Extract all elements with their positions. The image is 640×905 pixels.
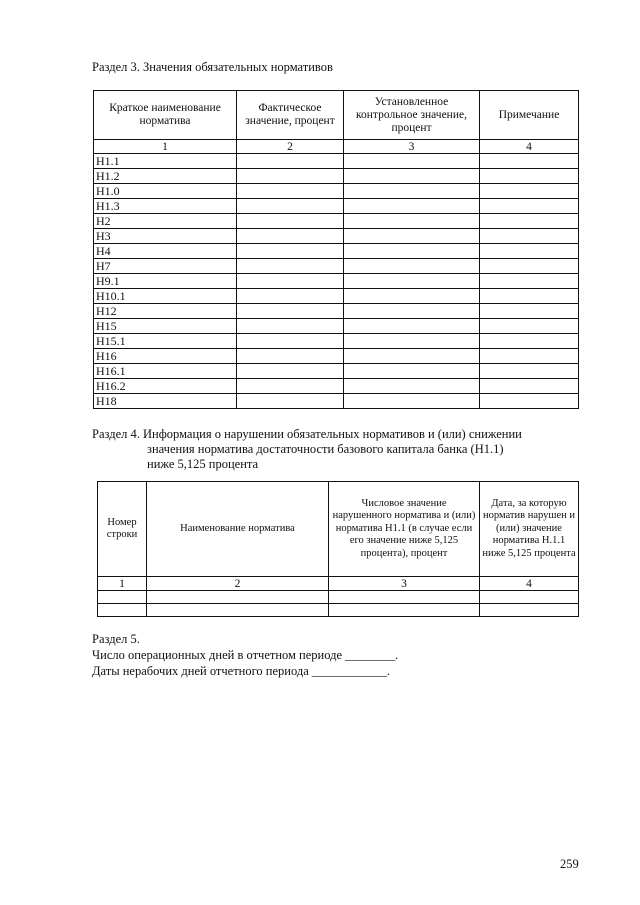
norm-value-cell — [237, 229, 344, 244]
norm-code: Н1.1 — [94, 154, 237, 169]
section5-operational-days: Число операционных дней в отчетном периоде ________. — [92, 648, 399, 662]
norm-row — [94, 229, 579, 244]
section4-table — [97, 481, 579, 617]
s3-colnum-1: 1 — [94, 140, 237, 154]
norm-row — [94, 199, 579, 214]
norm-code: Н1.0 — [94, 184, 237, 199]
s4-empty-cell — [98, 604, 147, 617]
norm-row — [94, 244, 579, 259]
norm-value-cell — [480, 244, 579, 259]
norm-value-cell — [344, 379, 480, 394]
norm-code: Н2 — [94, 214, 237, 229]
norm-value-cell — [237, 319, 344, 334]
norm-row — [94, 259, 579, 274]
s4-empty-cell — [98, 591, 147, 604]
norm-value-cell — [480, 364, 579, 379]
norm-row — [94, 214, 579, 229]
norm-row — [94, 274, 579, 289]
norm-value-cell — [237, 289, 344, 304]
norm-value-cell — [237, 394, 344, 409]
norm-value-cell — [344, 154, 480, 169]
page-number: 259 — [560, 857, 579, 871]
section4-title-line1: Раздел 4. Информация о нарушении обязательных нормативов и (или) снижении — [92, 427, 522, 441]
s3-header-control: Установленное контрольное значение, процент — [344, 91, 480, 140]
s4-header-row-number: Номер строки — [98, 482, 147, 577]
norm-value-cell — [237, 184, 344, 199]
norm-value-cell — [480, 319, 579, 334]
norm-value-cell — [480, 199, 579, 214]
s4-empty-cell — [329, 591, 480, 604]
norm-value-cell — [344, 334, 480, 349]
norm-value-cell — [480, 154, 579, 169]
norm-value-cell — [480, 379, 579, 394]
norm-code: Н1.2 — [94, 169, 237, 184]
norm-value-cell — [237, 244, 344, 259]
s4-header-value: Числовое значение нарушенного норматива и (или) норматива Н1.1 (в случае если его значение ниже 5,125 процента), процент — [329, 482, 480, 577]
norm-value-cell — [480, 214, 579, 229]
section4-title-line3: ниже 5,125 процента — [147, 457, 259, 471]
s4-header-norm-name: Наименование норматива — [147, 482, 329, 577]
norm-code: Н16.1 — [94, 364, 237, 379]
norm-value-cell — [237, 199, 344, 214]
section3-table — [93, 90, 579, 409]
norm-value-cell — [237, 364, 344, 379]
norm-value-cell — [344, 244, 480, 259]
norm-code: Н15 — [94, 319, 237, 334]
norm-row — [94, 169, 579, 184]
s4-empty-cell — [147, 591, 329, 604]
s4-empty-cell — [147, 604, 329, 617]
norm-value-cell — [237, 334, 344, 349]
s4-colnum-3: 3 — [329, 577, 480, 591]
norm-value-cell — [344, 259, 480, 274]
norm-code: Н15.1 — [94, 334, 237, 349]
norm-row — [94, 379, 579, 394]
s4-colnum-1: 1 — [98, 577, 147, 591]
norm-value-cell — [480, 259, 579, 274]
s3-rows — [94, 154, 579, 409]
norm-code: Н16.2 — [94, 379, 237, 394]
norm-value-cell — [480, 274, 579, 289]
norm-value-cell — [344, 304, 480, 319]
norm-row — [94, 319, 579, 334]
norm-value-cell — [480, 334, 579, 349]
norm-row — [94, 184, 579, 199]
norm-value-cell — [344, 364, 480, 379]
norm-code: Н3 — [94, 229, 237, 244]
norm-value-cell — [237, 304, 344, 319]
norm-value-cell — [480, 169, 579, 184]
norm-value-cell — [480, 229, 579, 244]
norm-row — [94, 154, 579, 169]
norm-value-cell — [344, 169, 480, 184]
norm-value-cell — [480, 304, 579, 319]
section5-non-working-days: Даты нерабочих дней отчетного периода ____________. — [92, 664, 391, 678]
s3-colnum-3: 3 — [344, 140, 480, 154]
section3-title: Раздел 3. Значения обязательных нормативов — [92, 60, 333, 74]
norm-value-cell — [480, 349, 579, 364]
norm-value-cell — [237, 274, 344, 289]
norm-value-cell — [344, 214, 480, 229]
norm-value-cell — [344, 184, 480, 199]
norm-code: Н12 — [94, 304, 237, 319]
section5-title: Раздел 5. — [92, 632, 140, 646]
norm-value-cell — [480, 289, 579, 304]
s3-colnum-4: 4 — [480, 140, 579, 154]
norm-code: Н9.1 — [94, 274, 237, 289]
norm-value-cell — [237, 259, 344, 274]
norm-code: Н1.3 — [94, 199, 237, 214]
norm-code: Н18 — [94, 394, 237, 409]
norm-row — [94, 289, 579, 304]
norm-value-cell — [480, 394, 579, 409]
norm-row — [94, 349, 579, 364]
s4-empty-row — [98, 604, 579, 617]
norm-value-cell — [237, 214, 344, 229]
s3-header-name: Краткое наименование норматива — [94, 91, 237, 140]
s3-header-note: Примечание — [480, 91, 579, 140]
norm-row — [94, 304, 579, 319]
norm-value-cell — [344, 349, 480, 364]
norm-row — [94, 334, 579, 349]
norm-value-cell — [237, 379, 344, 394]
section4-title-line2: значения норматива достаточности базового капитала банка (Н1.1) — [147, 442, 504, 456]
norm-row — [94, 394, 579, 409]
norm-value-cell — [237, 169, 344, 184]
s4-colnum-4: 4 — [480, 577, 579, 591]
norm-value-cell — [344, 289, 480, 304]
norm-code: Н4 — [94, 244, 237, 259]
s4-empty-cell — [480, 604, 579, 617]
norm-value-cell — [237, 349, 344, 364]
norm-value-cell — [480, 184, 579, 199]
s4-header-date: Дата, за которую норматив нарушен и (или) значение норматива Н.1.1 ниже 5,125 процента — [480, 482, 579, 577]
norm-code: Н16 — [94, 349, 237, 364]
s3-colnum-2: 2 — [237, 140, 344, 154]
norm-value-cell — [237, 154, 344, 169]
s4-colnum-2: 2 — [147, 577, 329, 591]
norm-code: Н7 — [94, 259, 237, 274]
norm-value-cell — [344, 199, 480, 214]
s4-empty-cell — [480, 591, 579, 604]
s4-empty-row — [98, 591, 579, 604]
s4-empty-cell — [329, 604, 480, 617]
norm-value-cell — [344, 274, 480, 289]
norm-value-cell — [344, 229, 480, 244]
norm-code: Н10.1 — [94, 289, 237, 304]
norm-value-cell — [344, 394, 480, 409]
s3-header-actual: Фактическое значение, процент — [237, 91, 344, 140]
norm-row — [94, 364, 579, 379]
norm-value-cell — [344, 319, 480, 334]
